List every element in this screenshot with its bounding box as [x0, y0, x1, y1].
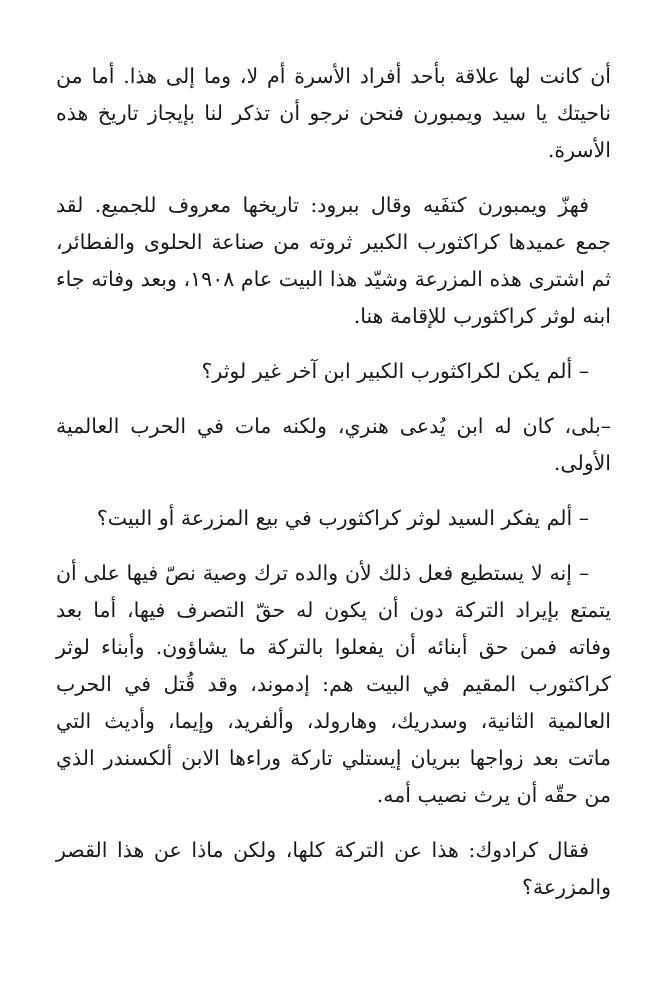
- paragraph-6: – إنه لا يستطيع فعل ذلك لأن والده ترك وصية نصّ فيها على أن يتمتع بإيراد التركة دون أن يكون له حقّ التصرف فيها، أما بعد وفاته فمن حق أبنائه أن يفعلوا بالتركة ما يشاؤون. وأبناء لوثر كراكثورب المقيم في البيت هم: إدموند، وقد قُتل في الحرب العالمية الثانية، وسدريك، وهارولد، وألفريد، وإيما، وأديث التي ماتت بعد زواجها ببريان إيستلي تاركة وراءها الابن ألكسندر الذي من حقّه أن يرث نصيب أمه.: [56, 561, 611, 807]
- paragraph-2: فهزّ ويمبورن كتفَيه وقال ببرود: تاريخها معروف للجميع. لقد جمع عميدها كراكثورب الكبير ثروته من صناعة الحلوى والفطائر، ثم اشترى هذه المزرعة وشيّد هذا البيت عام ١٩٠٨، وبعد وفاته جاء ابنه لوثر كراكثورب للإقامة هنا.: [56, 193, 611, 328]
- paragraph-5: – ألم يفكر السيد لوثر كراكثورب في بيع المزرعة أو البيت؟: [96, 506, 589, 530]
- paragraph-1: أن كانت لها علاقة بأحد أفراد الأسرة أم لا، وما إلى هذا. أما من ناحيتك يا سيد ويمبورن فنحن نرجو أن تذكر لنا بإيجاز تاريخ هذه الأسرة.: [56, 64, 611, 162]
- paragraph-4: –بلى، كان له ابن يُدعى هنري، ولكنه مات في الحرب العالمية الأولى.: [56, 414, 611, 475]
- paragraph-7: فقال كرادوك: هذا عن التركة كلها، ولكن ماذا عن هذا القصر والمزرعة؟: [56, 838, 611, 899]
- paragraph-3: – ألم يكن لكراكثورب الكبير ابن آخر غير لوثر؟: [201, 359, 589, 383]
- book-page: [56, 58, 611, 924]
